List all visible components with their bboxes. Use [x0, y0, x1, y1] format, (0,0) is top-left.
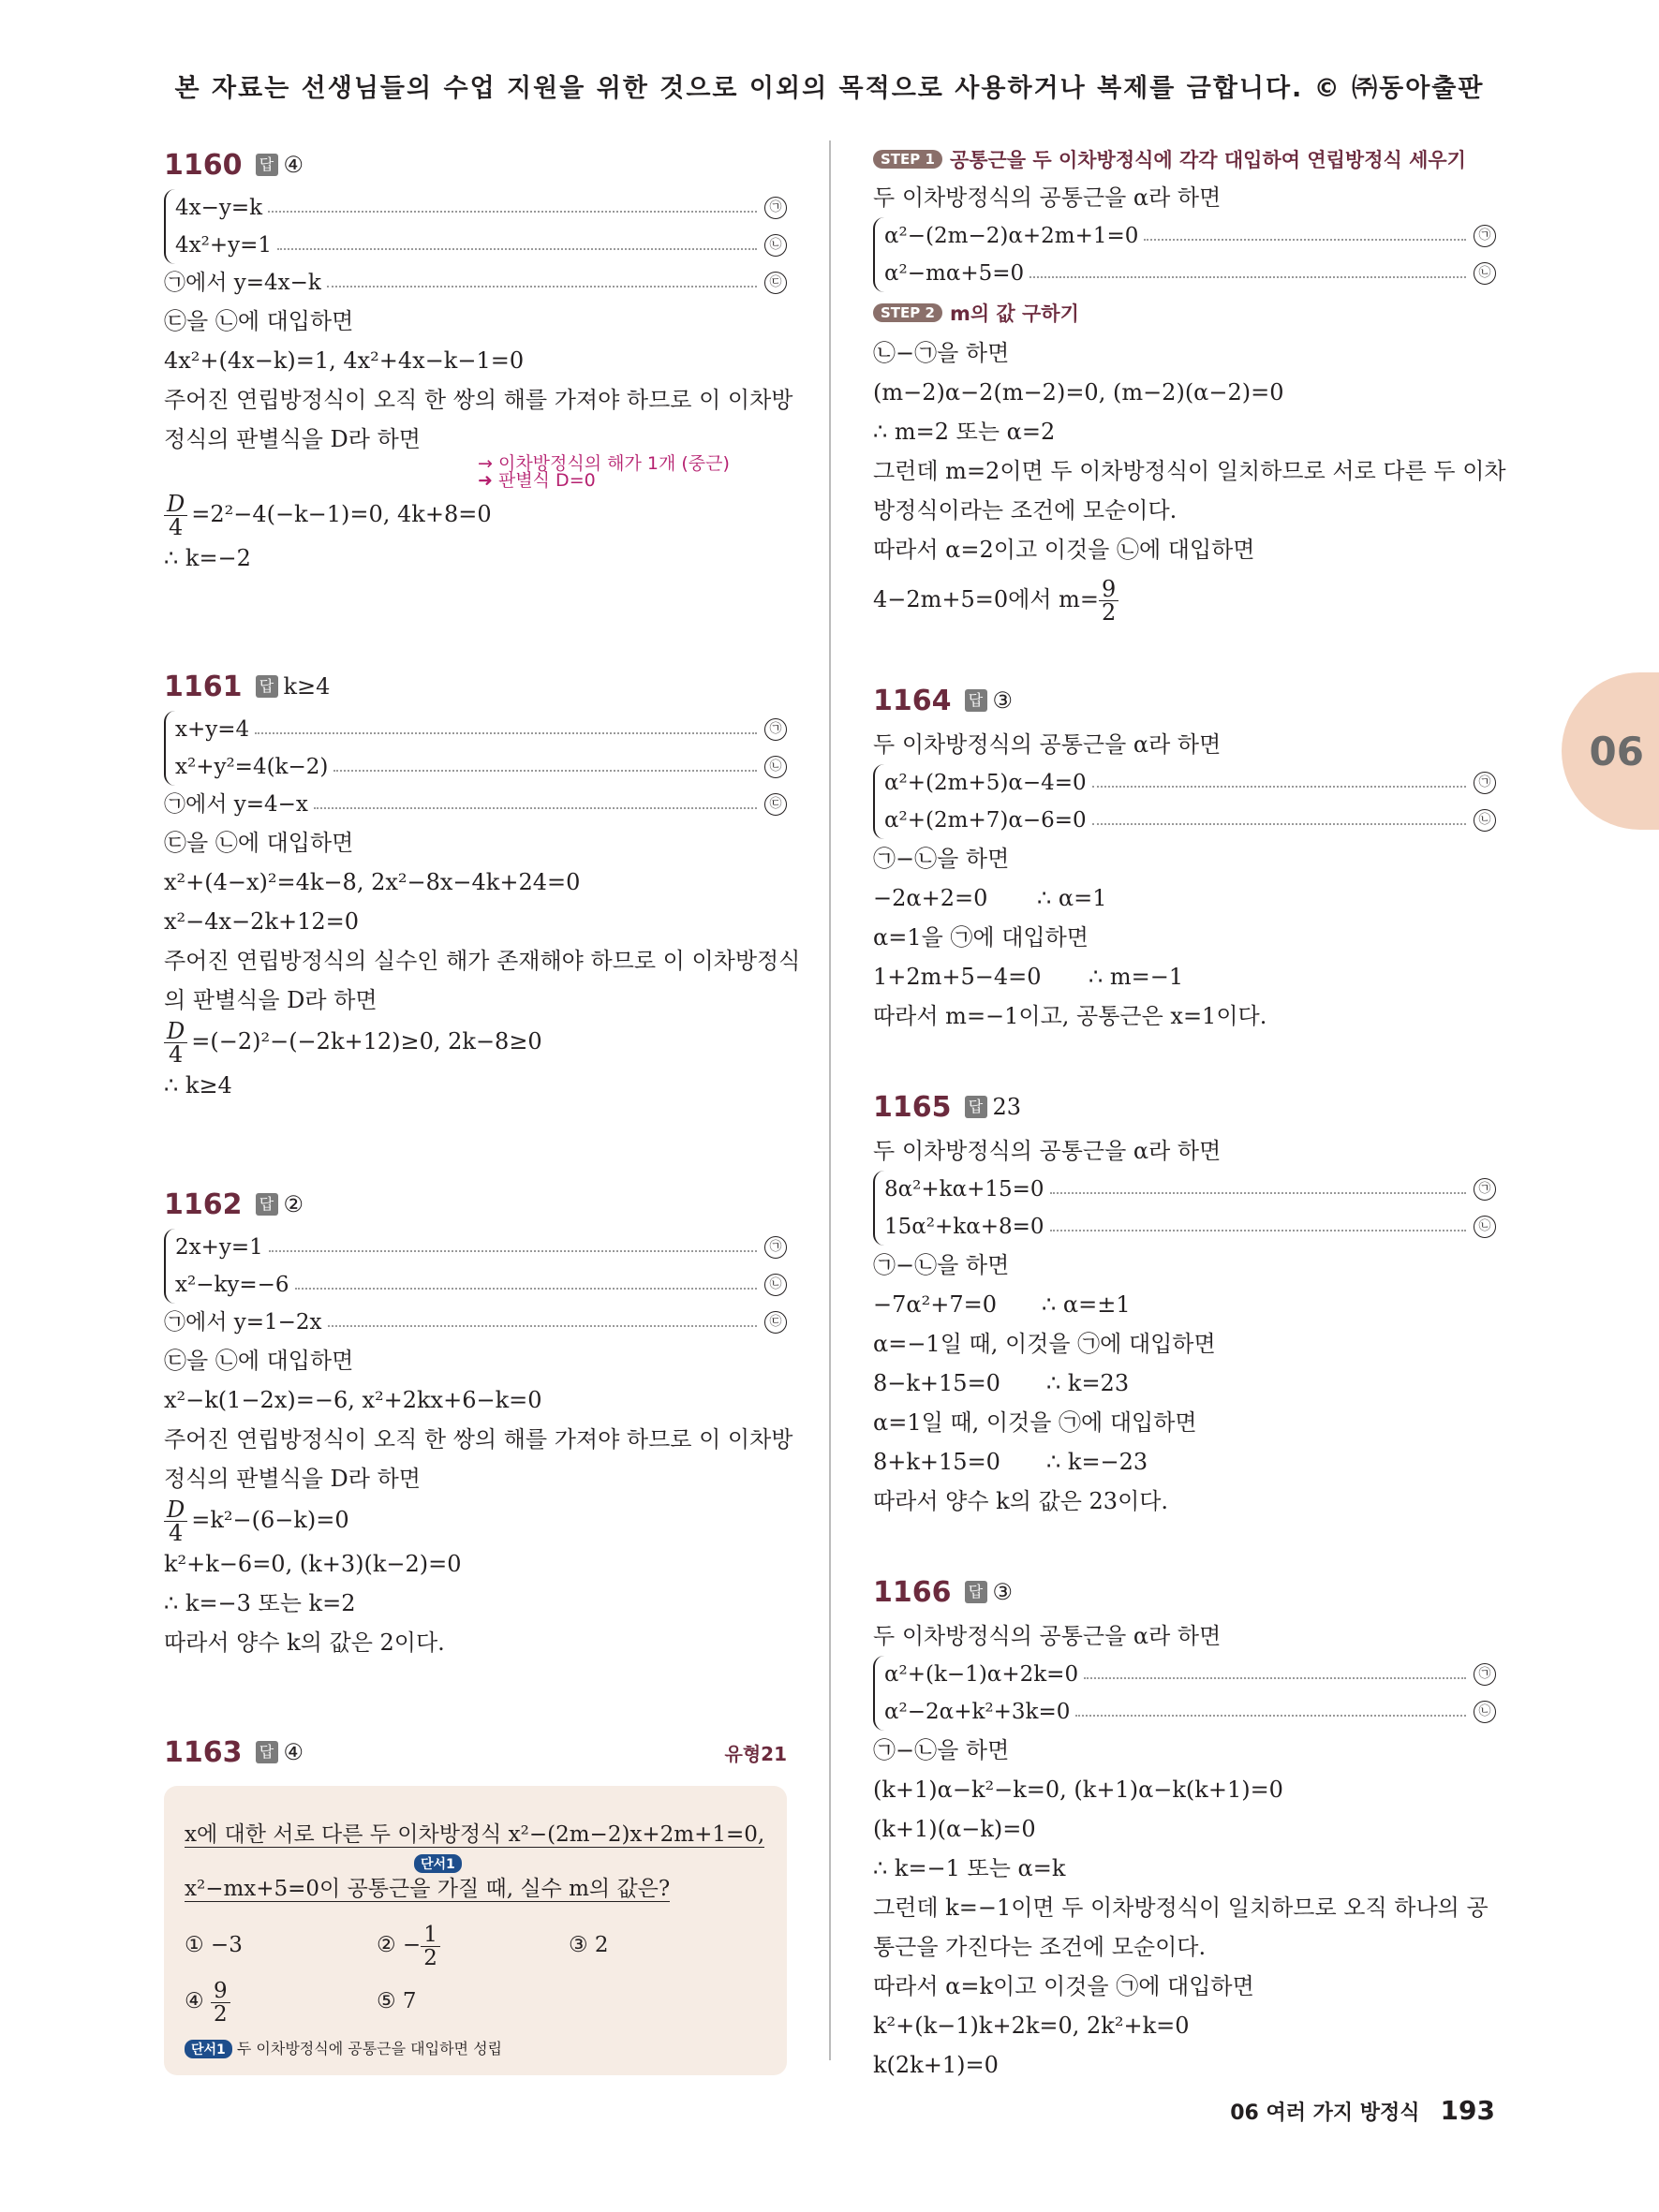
choice-4: ④ $\frac{9}{2}$	[185, 1973, 377, 2029]
step-line: 주어진 연립방정식이 오직 한 쌍의 해를 가져야 하므로 이 이차방	[164, 1426, 793, 1453]
mark: ㉡	[1474, 1216, 1496, 1238]
step-line: 8+k+15=0 ∴ k=−23	[873, 1449, 1148, 1475]
choice-2: ② − $\frac{1}{2}$	[377, 1917, 569, 1973]
mark: ㉡	[1474, 262, 1496, 285]
step-line: α=1을 ㉠에 대입하면	[873, 924, 1089, 951]
eq: 4x−y=k	[175, 196, 263, 220]
choice-5: ⑤ 7	[377, 1989, 417, 2013]
answer: k≥4	[283, 673, 331, 700]
step-line: k(2k+1)=0	[873, 2052, 999, 2078]
step-line: (m−2)α−2(m−2)=0, (m−2)(α−2)=0	[873, 379, 1284, 406]
step-line: ㉡−㉠을 하면	[873, 340, 1010, 366]
step-line: ㉢을 ㉡에 대입하면	[164, 830, 354, 856]
eq: α²+(2m+5)α−4=0	[884, 771, 1087, 795]
problem-1162	[164, 1180, 793, 1662]
equation-system	[873, 1656, 1496, 1731]
step-line: 통근을 가진다는 조건에 모순이다.	[873, 1934, 1207, 1960]
step-line: −2α+2=0 ∴ α=1	[873, 885, 1107, 911]
eq: 15α²+kα+8=0	[884, 1215, 1044, 1239]
step-line: −7α²+7=0 ∴ α=±1	[873, 1291, 1131, 1318]
problem-number: 1164	[873, 684, 952, 717]
answer-tag: 답	[256, 675, 278, 698]
mark: ㉡	[1474, 809, 1496, 832]
fraction-line: $\frac{D}{4}$ =k²−(6−k)=0	[164, 1498, 787, 1544]
answer-tag: 답	[965, 1581, 987, 1603]
answer-tag: 답	[965, 689, 987, 712]
conclusion: 따라서 m=−1이고, 공통근은 x=1이다.	[873, 1003, 1267, 1029]
mark: ㉢	[764, 793, 787, 816]
step-line: α=1일 때, 이것을 ㉠에 대입하면	[873, 1409, 1197, 1436]
answer: ③	[992, 687, 1014, 714]
choices	[185, 1917, 766, 2029]
eq: 8α²+kα+15=0	[884, 1177, 1044, 1202]
annotation-note: → 이차방정식의 해가 1개 (중근)	[478, 453, 730, 474]
eq: 2x+y=1	[175, 1235, 263, 1260]
step-line: ∴ k=−3 또는 k=2	[164, 1590, 356, 1616]
step-line: 그런데 k=−1이면 두 이차방정식이 일치하므로 오직 하나의 공	[873, 1895, 1489, 1921]
mark: ㉡	[1474, 1701, 1496, 1723]
step-line: α=−1일 때, 이것을 ㉠에 대입하면	[873, 1331, 1216, 1357]
step-line: ㉠−㉡을 하면	[873, 846, 1010, 872]
step-line: 의 판별식을 D라 하면	[164, 987, 378, 1013]
answer-tag: 답	[256, 1193, 278, 1216]
step-title: 공통근을 두 이차방정식에 각각 대입하여 연립방정식 세우기	[949, 149, 1466, 171]
question-line: x²−mx+5=0이 공통근을 가질 때, 실수 m의 값은?	[185, 1877, 671, 1901]
step-line: ㉢을 ㉡에 대입하면	[164, 308, 354, 334]
answer: ④	[283, 1739, 304, 1765]
step-line: 두 이차방정식의 공통근을 α라 하면	[873, 731, 1222, 758]
problem-number: 1162	[164, 1187, 243, 1221]
choice-1: ① −3	[185, 1933, 243, 1957]
mark: ㉠	[1474, 1178, 1496, 1201]
mark: ㉡	[764, 234, 787, 257]
step-badge: STEP 1	[873, 150, 942, 169]
equation-system	[873, 1171, 1496, 1246]
eq: x²+y²=4(k−2)	[175, 755, 329, 779]
answer: ③	[992, 1579, 1014, 1605]
conclusion: ∴ k=−2	[164, 545, 251, 571]
page-footer	[1230, 2095, 1495, 2126]
answer: ④	[283, 152, 304, 178]
eq: α²−mα+5=0	[884, 261, 1025, 286]
equation-system	[164, 189, 787, 264]
step-line: (k+1)α−k²−k=0, (k+1)α−k(k+1)=0	[873, 1777, 1283, 1803]
problem-number: 1163	[164, 1735, 243, 1769]
step-line: x²−4x−2k+12=0	[164, 908, 360, 935]
step-line: k²+k−6=0, (k+3)(k−2)=0	[164, 1551, 462, 1577]
chapter-tab: 06	[1562, 672, 1659, 830]
problem-1161	[164, 662, 801, 1105]
answer-tag: 답	[965, 1096, 987, 1118]
step-line: ∴ k=−1 또는 α=k	[873, 1855, 1066, 1881]
eq: x²−ky=−6	[175, 1273, 289, 1297]
type-tag: 유형21	[724, 1742, 787, 1765]
hint: 단서1 두 이차방정식에 공통근을 대입하면 성립	[185, 2037, 766, 2058]
step-line: k²+(k−1)k+2k=0, 2k²+k=0	[873, 2013, 1190, 2039]
step-line: 정식의 판별식을 D라 하면	[164, 426, 421, 452]
answer-tag: 답	[256, 1741, 278, 1763]
step-line: ㉠에서 y=4−x	[164, 792, 308, 817]
right-column	[873, 140, 1506, 2094]
answer: ②	[283, 1191, 304, 1217]
step-line: 따라서 α=2이고 이것을 ㉡에 대입하면	[873, 537, 1255, 563]
problem-number: 1166	[873, 1575, 952, 1609]
mark: ㉢	[764, 272, 787, 294]
annotation-note: ➜ 판별식 D=0	[478, 470, 596, 491]
fraction-line: $\frac{D}{4}$ =2²−4(−k−1)=0, 4k+8=0	[164, 493, 787, 538]
step-line: 주어진 연립방정식이 오직 한 쌍의 해를 가져야 하므로 이 이차방	[164, 387, 793, 413]
eq: α²+(2m+7)α−6=0	[884, 808, 1087, 833]
problem-1165	[873, 1083, 1496, 1521]
equation-system	[164, 1229, 787, 1304]
step-line: ㉠−㉡을 하면	[873, 1252, 1010, 1278]
clue-tag: 단서1	[414, 1854, 462, 1873]
step-line: ㉢을 ㉡에 대입하면	[164, 1348, 354, 1374]
step-line: ㉠에서 y=1−2x	[164, 1310, 322, 1335]
conclusion: 4−2m+5=0에서 m= $\frac{9}{2}$	[873, 569, 1496, 629]
eq: α²−(2m−2)α+2m+1=0	[884, 224, 1139, 248]
step-line: 주어진 연립방정식의 실수인 해가 존재해야 하므로 이 이차방정식	[164, 948, 801, 974]
equation-system	[873, 217, 1496, 292]
left-column	[164, 140, 801, 2085]
mark: ㉠	[1474, 1663, 1496, 1686]
mark: ㉠	[764, 1236, 787, 1259]
answer-tag: 답	[256, 154, 278, 176]
choice-3: ③ 2	[569, 1933, 609, 1957]
eq: 4x²+y=1	[175, 233, 272, 258]
question-line: x에 대한 서로 다른 두 이차방정식 x²−(2m−2)x+2m+1=0,	[185, 1822, 765, 1847]
mark: ㉢	[764, 1311, 787, 1334]
answer: 23	[992, 1094, 1022, 1120]
step-line: 따라서 α=k이고 이것을 ㉠에 대입하면	[873, 1973, 1254, 1999]
problem-1164	[873, 676, 1496, 1036]
step-line: ㉠에서 y=4x−k	[164, 271, 321, 295]
equation-system	[873, 764, 1496, 839]
question-box	[164, 1786, 787, 2075]
step-line: 8−k+15=0 ∴ k=23	[873, 1370, 1130, 1396]
step-line: x²−k(1−2x)=−6, x²+2kx+6−k=0	[164, 1387, 542, 1413]
problem-1163	[164, 1728, 787, 2075]
column-divider	[829, 140, 831, 2060]
conclusion: ∴ k≥4	[164, 1072, 232, 1099]
mark: ㉡	[764, 756, 787, 778]
step-line: ∴ m=2 또는 α=2	[873, 419, 1056, 445]
step-line: 1+2m+5−4=0 ∴ m=−1	[873, 964, 1184, 990]
step-line: 방정식이라는 조건에 모순이다.	[873, 497, 1178, 524]
step-line: ㉠−㉡을 하면	[873, 1737, 1010, 1763]
mark: ㉠	[1474, 772, 1496, 794]
step-line: 두 이차방정식의 공통근을 α라 하면	[873, 1138, 1222, 1164]
step-badge: STEP 2	[873, 303, 942, 322]
step-line: 정식의 판별식을 D라 하면	[164, 1466, 421, 1492]
problem-1160	[164, 140, 793, 578]
page-number: 193	[1440, 2095, 1495, 2126]
eq: α²−2α+k²+3k=0	[884, 1700, 1071, 1724]
mark: ㉠	[764, 718, 787, 741]
problem-1166	[873, 1568, 1496, 2085]
step-line: 두 이차방정식의 공통근을 α라 하면	[873, 184, 1222, 211]
step-title: m의 값 구하기	[949, 302, 1079, 325]
footer-chapter: 06 여러 가지 방정식	[1230, 2101, 1420, 2125]
mark: ㉡	[764, 1274, 787, 1296]
conclusion: 따라서 양수 k의 값은 2이다.	[164, 1630, 445, 1656]
problem-number: 1160	[164, 148, 243, 182]
mark: ㉠	[1474, 225, 1496, 247]
eq: α²+(k−1)α+2k=0	[884, 1662, 1079, 1687]
step-line: (k+1)(α−k)=0	[873, 1816, 1036, 1842]
problem-number: 1161	[164, 670, 243, 703]
problem-number: 1165	[873, 1090, 952, 1124]
equation-system	[164, 711, 787, 786]
step-line: x²+(4−x)²=4k−8, 2x²−8x−4k+24=0	[164, 869, 581, 895]
fraction-line: $\frac{D}{4}$ =(−2)²−(−2k+12)≥0, 2k−8≥0	[164, 1020, 787, 1066]
eq: x+y=4	[175, 717, 250, 742]
step-line: 4x²+(4x−k)=1, 4x²+4x−k−1=0	[164, 347, 525, 374]
conclusion: 따라서 양수 k의 값은 23이다.	[873, 1488, 1169, 1514]
step-line: 그런데 m=2이면 두 이차방정식이 일치하므로 서로 다른 두 이차	[873, 458, 1506, 484]
mark: ㉠	[764, 197, 787, 219]
step-line: 두 이차방정식의 공통근을 α라 하면	[873, 1623, 1222, 1649]
copyright-header: 본 자료는 선생님들의 수업 지원을 위한 것으로 이외의 목적으로 사용하거나 복제를 금합니다. © ㈜동아출판	[174, 74, 1485, 103]
